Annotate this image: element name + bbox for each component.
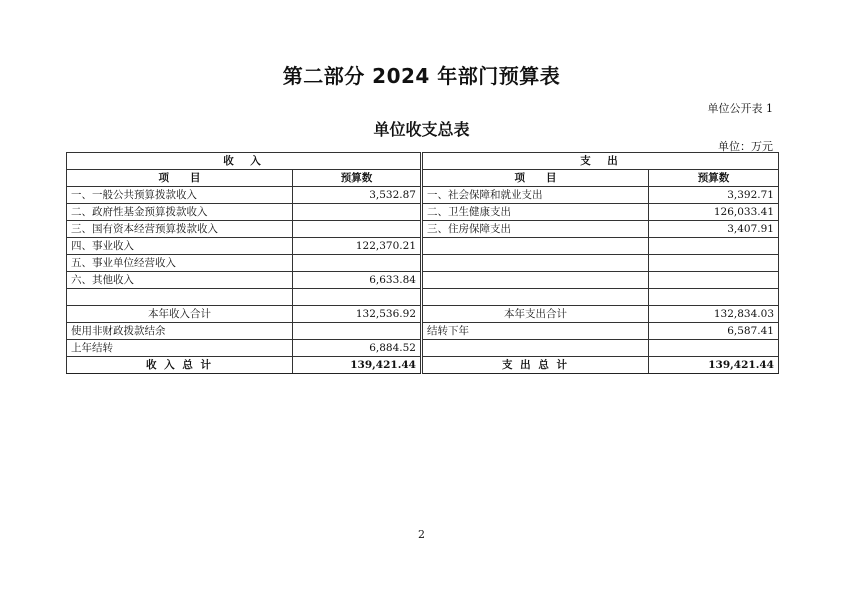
table-row [67, 255, 779, 272]
table-row [67, 221, 779, 238]
expense-item: 二、卫生健康支出 [423, 204, 649, 221]
expense-subtotal-value: 132,834.03 [649, 306, 779, 323]
income-value [293, 323, 421, 340]
table-row [67, 323, 779, 340]
income-value [293, 204, 421, 221]
income-item: 上年结转 [67, 340, 293, 357]
budget-table [66, 152, 779, 374]
expense-item: 三、住房保障支出 [423, 221, 649, 238]
income-value: 3,532.87 [293, 187, 421, 204]
expense-budget-col: 预算数 [649, 170, 779, 187]
income-item: 四、事业收入 [67, 238, 293, 255]
expense-item [423, 238, 649, 255]
table-row [67, 289, 779, 306]
income-value: 6,884.52 [293, 340, 421, 357]
expense-item: 一、社会保障和就业支出 [423, 187, 649, 204]
income-item: 三、国有资本经营预算拨款收入 [67, 221, 293, 238]
income-budget-col: 预算数 [293, 170, 421, 187]
page-number: 2 [418, 528, 425, 541]
income-value [293, 221, 421, 238]
income-item: 一、一般公共预算拨款收入 [67, 187, 293, 204]
expense-value [649, 340, 779, 357]
expense-subtotal-label: 本年支出合计 [423, 306, 649, 323]
income-subtotal-label: 本年收入合计 [67, 306, 293, 323]
income-value: 6,633.84 [293, 272, 421, 289]
unit-note: 单位：万元 [718, 140, 773, 153]
income-value: 122,370.21 [293, 238, 421, 255]
income-item: 六、其他收入 [67, 272, 293, 289]
expense-item-col: 项 目 [423, 170, 649, 187]
expense-value [649, 272, 779, 289]
expense-value: 3,407.91 [649, 221, 779, 238]
expense-header: 支 出 [423, 153, 779, 170]
table-row [67, 272, 779, 289]
section-header-row [67, 153, 779, 170]
expense-total-label: 支 出 总 计 [423, 357, 649, 374]
expense-item [423, 255, 649, 272]
expense-value: 6,587.41 [649, 323, 779, 340]
income-value [293, 289, 421, 306]
table-code: 单位公开表 1 [707, 102, 773, 115]
income-item: 二、政府性基金预算拨款收入 [67, 204, 293, 221]
expense-value: 3,392.71 [649, 187, 779, 204]
table-row [67, 238, 779, 255]
income-value [293, 255, 421, 272]
table-row [67, 204, 779, 221]
expense-item: 结转下年 [423, 323, 649, 340]
expense-value [649, 289, 779, 306]
income-total-label: 收 入 总 计 [67, 357, 293, 374]
subtotal-row [67, 306, 779, 323]
income-subtotal-value: 132,536.92 [293, 306, 421, 323]
expense-item [423, 340, 649, 357]
expense-value [649, 238, 779, 255]
page-title: 第二部分 2024 年部门预算表 [282, 64, 561, 88]
table-row [67, 340, 779, 357]
column-header-row [67, 170, 779, 187]
expense-total-value: 139,421.44 [649, 357, 779, 374]
table-title: 单位收支总表 [373, 120, 470, 139]
income-item-col: 项 目 [67, 170, 293, 187]
expense-value: 126,033.41 [649, 204, 779, 221]
income-item: 五、事业单位经营收入 [67, 255, 293, 272]
income-total-value: 139,421.44 [293, 357, 421, 374]
table-row [67, 187, 779, 204]
income-item: 使用非财政拨款结余 [67, 323, 293, 340]
total-row [67, 357, 779, 374]
income-item [67, 289, 293, 306]
expense-item [423, 272, 649, 289]
expense-value [649, 255, 779, 272]
expense-item [423, 289, 649, 306]
income-header: 收 入 [67, 153, 421, 170]
